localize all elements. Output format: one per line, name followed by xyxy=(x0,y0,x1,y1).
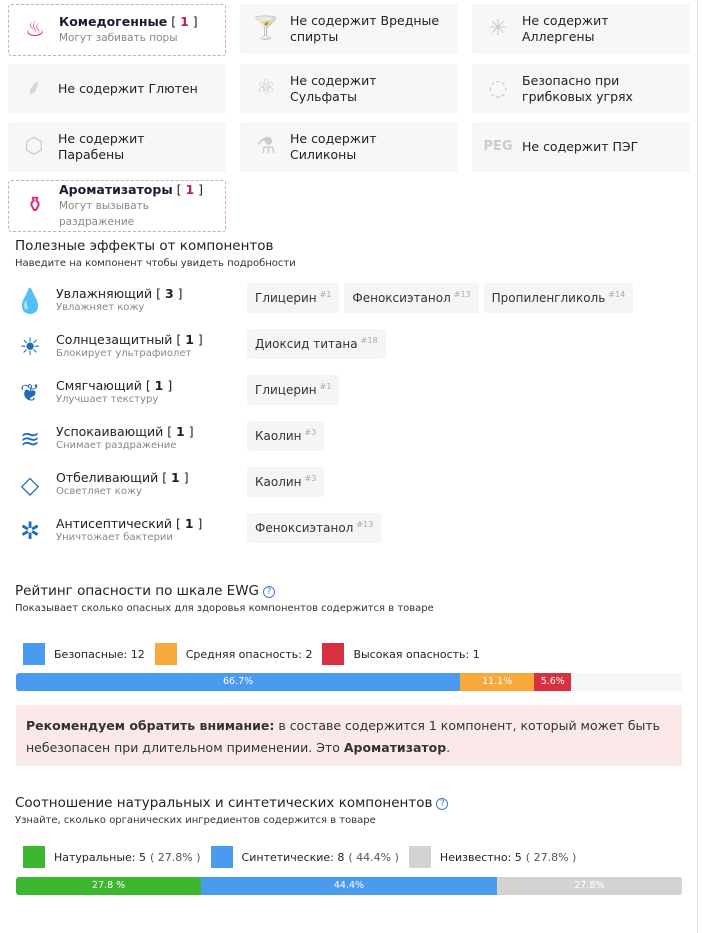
legend-percent: ( 44.4% ) xyxy=(348,850,399,864)
feature-title: Не содержит Сульфаты xyxy=(290,73,377,104)
effects-subtitle: Наведите на компонент чтобы увидеть подробности xyxy=(15,258,296,269)
ingredient-chip[interactable] xyxy=(247,329,386,359)
ingredient-chip[interactable] xyxy=(247,375,339,405)
waves-icon: ≋ xyxy=(19,425,41,453)
effect-row xyxy=(14,283,626,323)
feature-text xyxy=(59,14,198,46)
feature-card[interactable] xyxy=(8,4,226,56)
cocktail-icon: 🍸 xyxy=(252,16,280,41)
bar-segment: 27.8 % xyxy=(16,877,201,895)
ingredient-name: Феноксиэтанол xyxy=(352,291,451,305)
natural-subtitle: Узнайте, сколько органических ингредиентов содержится в товаре xyxy=(15,815,376,826)
legend-item xyxy=(211,846,399,868)
feature-text xyxy=(59,182,225,230)
bar-segment: 66.7% xyxy=(16,673,460,691)
feature-subtitle: Могут вызывать раздражение xyxy=(59,200,149,228)
ingredient-name: Каолин xyxy=(255,475,302,489)
bacteria-icon: ✲ xyxy=(19,517,41,545)
feature-title xyxy=(59,182,225,198)
natural-title-text: Соотношение натуральных и синтетических компонентов xyxy=(15,795,433,811)
legend-percent: ( 27.8% ) xyxy=(150,850,201,864)
effect-row xyxy=(14,513,614,553)
molecule-icon: ⬡ xyxy=(24,134,44,159)
ingredient-name: Диоксид титана xyxy=(255,337,358,351)
feature-card[interactable] xyxy=(8,122,226,172)
natural-legend xyxy=(23,846,586,868)
feature-card[interactable] xyxy=(472,64,690,114)
ingredient-chip[interactable] xyxy=(247,513,381,543)
ingredient-name: Каолин xyxy=(255,429,302,443)
legend-item xyxy=(409,846,576,868)
wheat-icon: ⸙ xyxy=(25,76,43,101)
feature-card[interactable] xyxy=(472,4,690,54)
effect-count: 3 xyxy=(164,286,174,301)
fungus-icon: ◌ xyxy=(488,76,508,101)
ewg-subtitle: Показывает сколько опасных для здоровья компонентов содержится в товаре xyxy=(15,603,434,614)
ingredient-chips xyxy=(247,329,386,359)
feature-card[interactable] xyxy=(240,4,458,54)
effect-desc: Увлажняет кожу xyxy=(56,302,145,313)
legend-swatch xyxy=(322,643,344,665)
effect-count: 1 xyxy=(154,378,164,393)
perfume-icon: ⚱ xyxy=(25,193,45,218)
effect-desc: Уничтожает бактерии xyxy=(56,532,173,543)
feature-count-value: 1 xyxy=(180,14,189,29)
feature-text xyxy=(522,13,672,45)
help-icon[interactable]: ? xyxy=(263,586,275,598)
effect-count: 1 xyxy=(184,516,194,531)
natural-bar xyxy=(16,877,682,895)
effect-name: Смягчающий [ 1 ] xyxy=(56,378,173,393)
ingredient-number: #13 xyxy=(453,289,471,299)
drops-icon: 💧 xyxy=(15,287,45,315)
effect-row xyxy=(14,421,614,461)
ingredient-number: #13 xyxy=(356,519,374,529)
feature-title: Безопасно при грибковых угрях xyxy=(522,73,633,104)
bar-segment: 44.4% xyxy=(201,877,497,895)
peg-icon: PEG xyxy=(483,139,513,154)
ingredient-chips xyxy=(247,375,339,405)
effect-desc: Блокирует ультрафиолет xyxy=(56,348,192,359)
ingredient-chips xyxy=(247,513,381,543)
effect-desc: Снимает раздражение xyxy=(56,440,177,451)
feature-text xyxy=(522,139,638,155)
ingredient-name: Глицерин xyxy=(255,383,317,397)
alert-item: Ароматизатор xyxy=(343,740,447,755)
effect-name-label: Смягчающий xyxy=(56,378,142,393)
effect-desc: Улучшает текстуру xyxy=(56,394,159,405)
help-icon[interactable]: ? xyxy=(436,798,448,810)
ingredient-number: #14 xyxy=(608,289,626,299)
feature-title: Не содержит Силиконы xyxy=(290,131,377,162)
atom-icon: ⚛ xyxy=(256,76,276,101)
flask-icon: ⚗ xyxy=(256,134,276,159)
feature-text xyxy=(290,131,440,163)
effect-name: Антисептический [ 1 ] xyxy=(56,516,203,531)
alert-text: в составе содержится 1 компонент, который может быть небезопасен при длительном применении. Это xyxy=(26,718,661,755)
feature-count: [ 1 ] xyxy=(167,14,198,29)
ingredient-number: #1 xyxy=(319,381,332,391)
legend-swatch xyxy=(409,846,431,868)
legend-label: Неизвестно: 5 xyxy=(439,850,522,864)
feature-title: Не содержит Вредные спирты xyxy=(290,13,440,44)
effects-title: Полезные эффекты от компонентов xyxy=(15,238,274,254)
effect-name-label: Успокаивающий xyxy=(56,424,164,439)
legend-label: Высокая опасность: 1 xyxy=(353,647,480,661)
legend-swatch xyxy=(155,643,177,665)
ingredient-name: Пропиленгликоль xyxy=(491,291,606,305)
feature-text xyxy=(522,73,672,105)
ingredient-number: #1 xyxy=(319,289,332,299)
legend-item xyxy=(155,643,313,665)
natural-title xyxy=(15,795,448,811)
feature-subtitle: Могут забивать поры xyxy=(59,32,178,44)
alert-end: . xyxy=(446,740,451,755)
ingredient-number: #3 xyxy=(304,427,317,437)
feature-grid xyxy=(8,4,690,232)
ingredient-name: Глицерин xyxy=(255,291,317,305)
effect-row xyxy=(14,467,614,507)
legend-label: Безопасные: 12 xyxy=(54,647,145,661)
bar-segment: 27.8% xyxy=(497,877,682,895)
legend-swatch xyxy=(211,846,233,868)
ewg-title-text: Рейтинг опасности по шкале EWG xyxy=(15,583,260,599)
medical-star-icon: ✳ xyxy=(488,16,508,41)
alert-bold: Рекомендуем обратить внимание: xyxy=(26,718,275,733)
ingredient-number: #18 xyxy=(360,335,378,345)
feature-title: Не содержит Аллергены xyxy=(522,13,609,44)
feature-card[interactable] xyxy=(240,64,458,114)
ingredient-chip[interactable] xyxy=(247,421,324,451)
feature-title-label: Комедогенные xyxy=(59,14,168,29)
feature-card[interactable] xyxy=(8,64,226,114)
ingredient-chip[interactable] xyxy=(344,283,478,313)
effect-name-label: Солнцезащитный xyxy=(56,332,173,347)
effect-name: Успокаивающий [ 1 ] xyxy=(56,424,194,439)
page-border xyxy=(697,0,698,933)
ingredient-chip[interactable] xyxy=(484,283,634,313)
legend-percent: ( 27.8% ) xyxy=(525,850,577,864)
feature-card[interactable] xyxy=(240,122,458,172)
ingredient-chip[interactable] xyxy=(247,283,339,313)
effect-row xyxy=(14,329,614,369)
legend-label: Натуральные: 5 xyxy=(54,850,147,864)
effect-name-label: Увлажняющий xyxy=(56,286,153,301)
feature-count: [ 1 ] xyxy=(172,182,204,197)
feature-text xyxy=(58,131,208,163)
effect-count: 1 xyxy=(185,332,194,347)
ewg-legend xyxy=(23,643,490,665)
effect-name: Отбеливающий [ 1 ] xyxy=(56,470,189,485)
effect-name-label: Антисептический xyxy=(56,516,173,531)
ewg-title xyxy=(15,583,275,599)
ingredient-chips xyxy=(247,421,324,451)
feature-text xyxy=(290,73,440,105)
effect-name: Солнцезащитный [ 1 ] xyxy=(56,332,203,347)
feature-text xyxy=(290,13,440,45)
ewg-alert xyxy=(16,705,682,766)
feature-text xyxy=(58,81,198,97)
feature-card[interactable] xyxy=(472,122,690,172)
bar-segment: 11.1% xyxy=(460,673,534,691)
legend-label: Средняя опасность: 2 xyxy=(185,647,313,661)
feature-title: Не содержит ПЭГ xyxy=(522,139,639,154)
pore-icon: ♨ xyxy=(25,17,45,42)
feature-count-value: 1 xyxy=(185,182,195,197)
effect-count: 1 xyxy=(171,470,180,485)
effect-name: Увлажняющий [ 3 ] xyxy=(56,286,183,301)
effect-desc: Осветляет кожу xyxy=(56,486,142,497)
effect-row xyxy=(14,375,614,415)
legend-item xyxy=(23,643,145,665)
feather-hand-icon: ❦ xyxy=(19,379,41,407)
ingredient-chip[interactable] xyxy=(247,467,324,497)
feature-title: Не содержит Парабены xyxy=(58,131,145,162)
effect-name-label: Отбеливающий xyxy=(56,470,159,485)
legend-swatch xyxy=(23,846,45,868)
legend-swatch xyxy=(23,643,45,665)
ingredient-chips xyxy=(247,467,324,497)
ingredient-chips xyxy=(247,283,633,313)
ewg-bar xyxy=(16,673,682,691)
legend-item xyxy=(322,643,479,665)
legend-label: Синтетические: 8 xyxy=(241,850,345,864)
ingredient-number: #3 xyxy=(304,473,317,483)
feature-title-label: Ароматизаторы xyxy=(59,182,173,197)
feature-title: Не содержит Глютен xyxy=(58,81,198,96)
bar-segment: 5.6% xyxy=(534,673,571,691)
legend-item xyxy=(23,846,201,868)
ingredient-name: Феноксиэтанол xyxy=(255,521,354,535)
diamond-icon: ◇ xyxy=(20,471,40,499)
feature-title xyxy=(59,14,198,30)
effect-count: 1 xyxy=(176,424,185,439)
feature-card[interactable] xyxy=(8,180,226,232)
uv-sun-icon: ☀ xyxy=(19,333,41,361)
